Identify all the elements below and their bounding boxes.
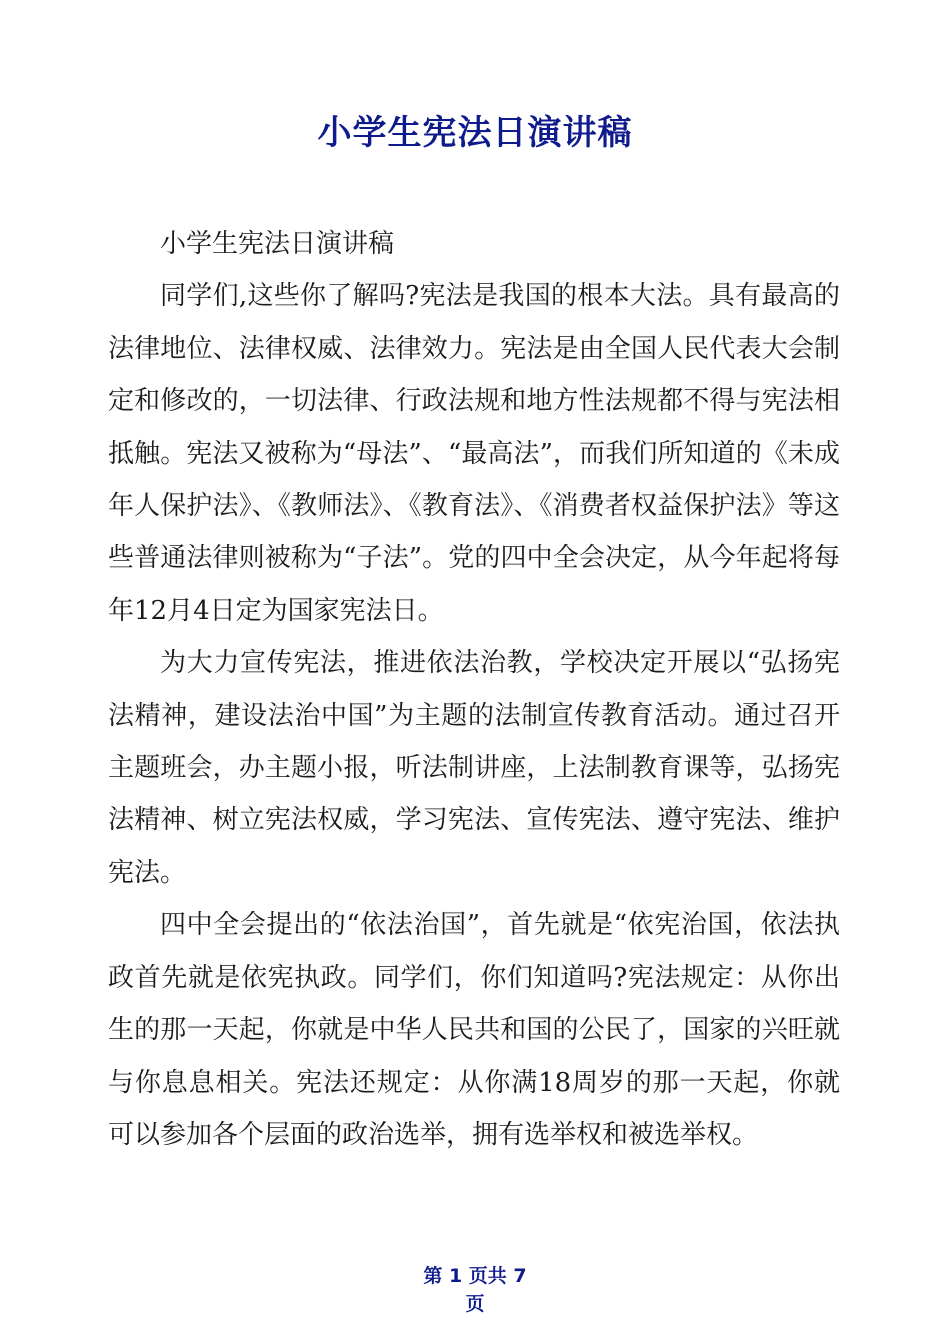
body-paragraph: 小学生宪法日演讲稿 <box>160 229 395 259</box>
body-paragraph: 同学们,这些你了解吗?宪法是我国的根本大法。具有最高的法律地位、法律权威、法律效力。宪法是由全国人民代表大会制定和修改的，一切法律、行政法规和地方性法规都不得与宪法相抵触。宪法又被称为“母法”、“最高法”，而我们所知道的《未成年人保护法》、《教师法》、《教育法》、《消费者权益保护法》等这些普通法律则被称为“子法”。党的四中全会决定，从今年起将每年12月4日定为国家宪法日。 <box>108 281 840 626</box>
page-number-line: 页 <box>465 1293 485 1315</box>
page-number-line: 第 1 页共 7 <box>423 1265 527 1287</box>
document-title: 小学生宪法日演讲稿 <box>317 113 633 153</box>
body-paragraph: 为大力宣传宪法，推进依法治教，学校决定开展以“弘扬宪法精神，建设法治中国”为主题的法制宣传教育活动。通过召开主题班会，办主题小报，听法制讲座，上法制教育课等，弘扬宪法精神、树立宪法权威，学习宪法、宣传宪法、遵守宪法、维护宪法。 <box>108 648 840 888</box>
body-paragraph: 四中全会提出的“依法治国”，首先就是“依宪治国，依法执政首先就是依宪执政。同学们，你们知道吗?宪法规定：从你出生的那一天起，你就是中华人民共和国的公民了，国家的兴旺就与你息息相关。宪法还规定：从你满18周岁的那一天起，你就可以参加各个层面的政治选举，拥有选举权和被选举权。 <box>108 910 840 1150</box>
page-number-footer <box>400 1262 550 1318</box>
document-body <box>108 218 840 1161</box>
